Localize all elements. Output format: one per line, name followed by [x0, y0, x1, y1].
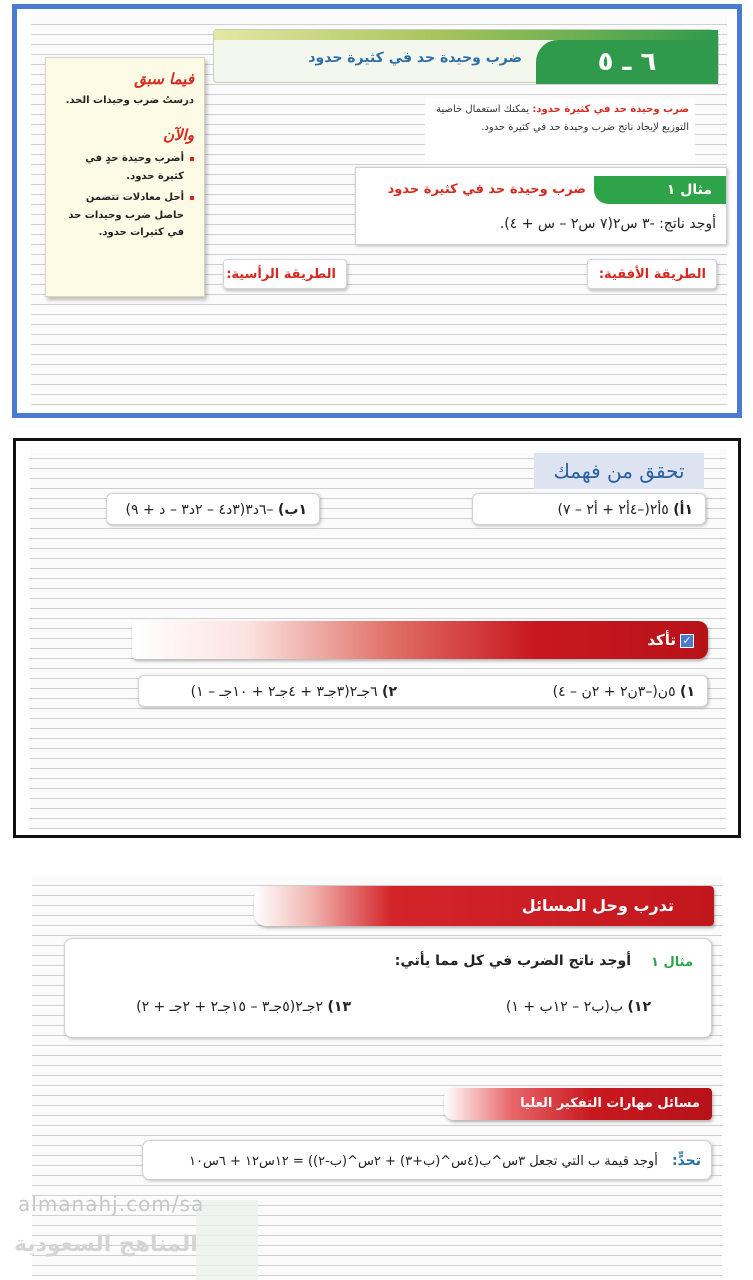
check-question-1a	[472, 493, 706, 525]
confirm-question-2	[191, 676, 397, 708]
goal-item: أحل معادلات تتضمن حاصل ضرب وحيدات حد في كثيرات حدود.	[56, 189, 194, 242]
lesson-intro-panel	[12, 4, 742, 418]
confirm-label: تأكد	[647, 631, 676, 649]
confirm-questions-row	[138, 675, 708, 707]
question-expr: ٥ن(–٣ن٢ + ٢ن – ٤)	[552, 684, 676, 700]
question-expr: ب(ب٢ – ١٢ب + ١)	[505, 999, 624, 1015]
practice-question-12	[506, 999, 651, 1015]
question-expr: –٦د٣(٣د٤ – ٢د٣ – د + ٩)	[125, 502, 274, 518]
lesson-title-band	[213, 29, 719, 83]
practice-instruction: أوجد ناتج الضرب في كل مما يأتي:	[394, 953, 631, 969]
practice-bar	[254, 886, 714, 926]
objectives-sidebar	[45, 57, 205, 297]
check-question-1b	[106, 493, 320, 525]
vocab-definition	[425, 99, 695, 161]
confirm-bar	[132, 621, 708, 659]
example-tab: مثال ١	[594, 176, 726, 204]
question-label: ١ب)	[277, 502, 307, 518]
goal-item: أضرب وحيدة حدٍ في كثيرة حدود.	[56, 150, 194, 185]
example-reference: مثال ١	[651, 955, 693, 970]
example-question: أوجد ناتج: -٣ س٢(٧ س٢ – س + ٤).	[499, 216, 716, 232]
vocab-text: يمكنك استعمال خاصية التوزيع لإيجاد ناتج ضرب وحيدة حد في كثيرة حدود.	[436, 104, 689, 133]
challenge-box	[142, 1140, 712, 1180]
title-band-gradient	[214, 30, 718, 40]
now-heading: والآن	[163, 125, 194, 144]
watermark-name: المناهج السعودية	[14, 1232, 198, 1257]
confirm-heading	[647, 621, 694, 659]
question-label: ١أ)	[673, 502, 693, 518]
before-heading: فيما سبق	[134, 70, 194, 88]
before-text: درستُ ضرب وحيدات الحد.	[65, 95, 194, 107]
practice-title: تدرب وحل المسائل	[521, 896, 674, 915]
question-expr: ٥أ٢(–٤أ٢ + أ٢ – ٧)	[557, 502, 669, 518]
hots-bar	[444, 1088, 712, 1120]
question-label: ١)	[680, 684, 695, 700]
question-expr: ٦جـ٢(٣جـ٣ + ٤جـ٢ + ١٠جـ – ١)	[190, 684, 378, 700]
goals-list	[56, 150, 194, 242]
vertical-method-label: الطريقة الرأسية:	[223, 259, 347, 289]
check-understanding-panel	[13, 438, 741, 838]
watermark-box	[196, 1200, 258, 1280]
question-expr: ٢جـ٢(٥جـ٣ – ١٥جـ٢ + ٢جـ + ٢)	[136, 999, 324, 1015]
watermark-url: almanahj.com/sa	[18, 1192, 205, 1216]
challenge-tag: تحدٍّ:	[671, 1153, 701, 1169]
example-box	[355, 167, 727, 245]
horizontal-method-label: الطريقة الأفقية:	[587, 259, 717, 289]
checkbox-icon: ✓	[680, 634, 694, 648]
practice-box	[64, 938, 712, 1038]
practice-panel	[24, 866, 730, 1278]
question-label: ٢)	[382, 684, 397, 700]
vocab-term: ضرب وحيدة حد في كثيرة حدود:	[532, 104, 689, 115]
hots-title: مسائل مهارات التفكير العليا	[520, 1096, 700, 1111]
challenge-text: أوجد قيمة ب التي تجعل ٣س^ب(٤س^(ب+٣) + ٢س^(ب-٢)) = ١٢س١٢ + ٦س١٠	[188, 1154, 658, 1169]
lesson-number: ٦ ـ ٥	[536, 40, 718, 84]
example-title: ضرب وحيدة حد في كثيرة حدود	[387, 182, 586, 197]
question-label: ١٣)	[327, 999, 351, 1015]
question-label: ١٢)	[627, 999, 651, 1015]
check-title: تحقق من فهمك	[534, 453, 704, 489]
practice-question-13	[136, 999, 351, 1015]
lined-sheet	[32, 876, 722, 1276]
confirm-question-1	[553, 676, 695, 708]
lesson-title: ضرب وحيدة حد في كثيرة حدود	[308, 50, 522, 66]
